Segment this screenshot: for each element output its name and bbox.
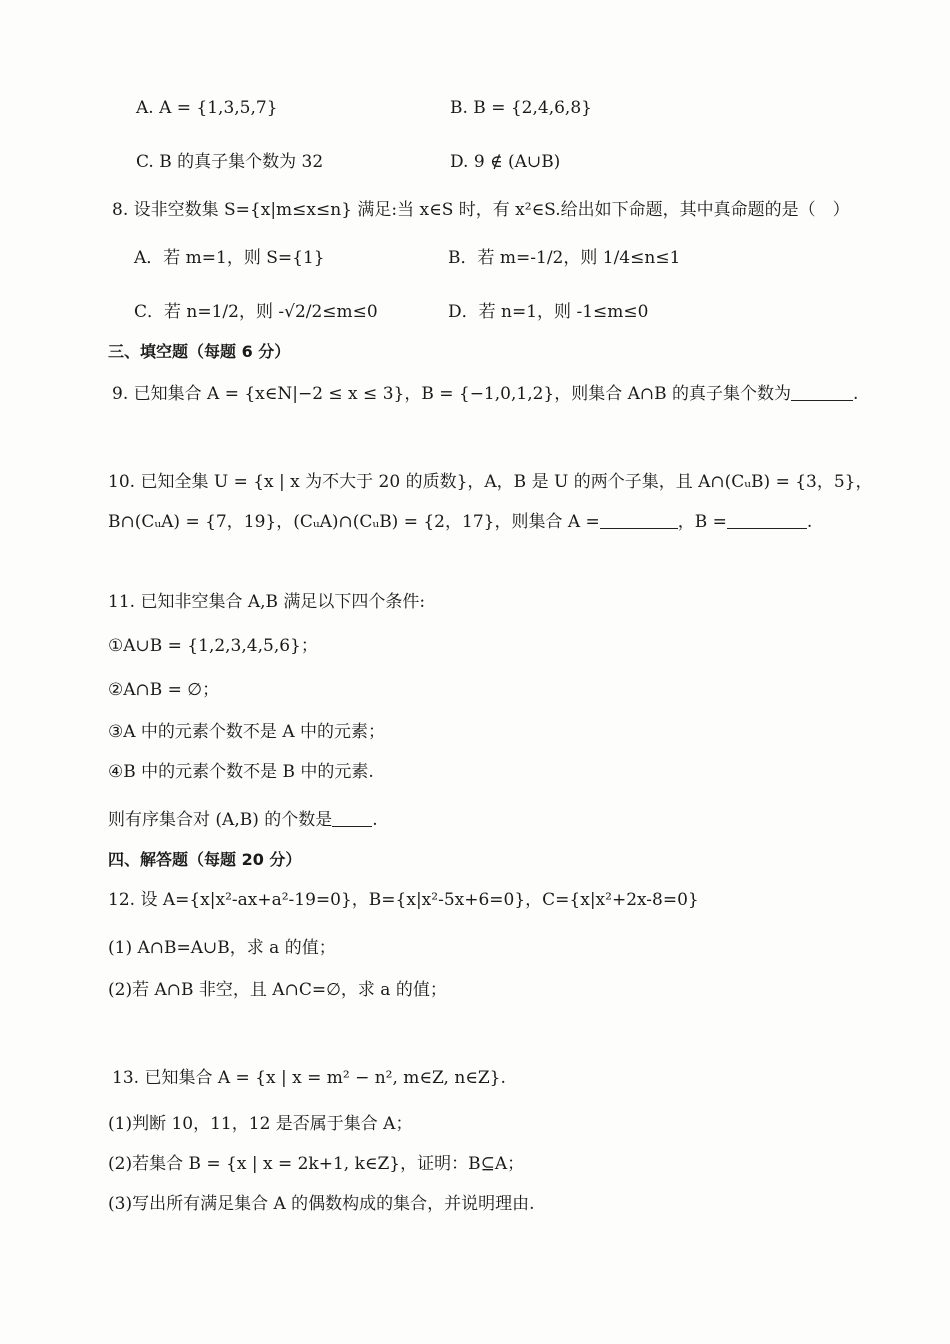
q13-part-2: (2)若集合 B = {x | x = 2k+1, k∈Z}，证明：B⊆A； <box>108 1154 525 1174</box>
q11-ask: 则有序集合对 (A,B) 的个数是 <box>108 810 333 830</box>
q10-end: . <box>806 512 813 532</box>
q11-condition-3: ③A 中的元素个数不是 A 中的元素； <box>108 722 386 742</box>
q7-option-c: C. B 的真子集个数为 32 <box>136 152 324 172</box>
q10-stem: B∩(CᵤA) = {7，19}，(CᵤA)∩(CᵤB) = {2，17}，则集合 A = <box>108 512 600 532</box>
q11-condition-4: ④B 中的元素个数不是 B 中的元素. <box>108 762 374 782</box>
q13-part-1: (1)判断 10，11，12 是否属于集合 A； <box>108 1114 413 1134</box>
q13-part-3: (3)写出所有满足集合 A 的偶数构成的集合，并说明理由. <box>108 1194 535 1214</box>
q12-part-1: (1) A∩B=A∪B，求 a 的值； <box>108 938 336 958</box>
q9-end: . <box>853 384 859 404</box>
q11-question-line <box>108 808 378 832</box>
q8-option-c: C．若 n=1/2，则 -√2/2≤m≤0 <box>134 302 378 322</box>
q7-option-d: D. 9 ∉ (A∪B) <box>450 152 561 172</box>
q8-option-a: A．若 m=1，则 S={1} <box>134 248 325 268</box>
q8-option-d: D．若 n=1，则 -1≤m≤0 <box>448 302 649 322</box>
section-fill-in-title: 三、填空题（每题 6 分） <box>108 342 291 361</box>
q8-stem: 8. 设非空数集 S={x|m≤x≤n} 满足:当 x∈S 时，有 x²∈S.给出如下命题，其中真命题的是（ ） <box>112 200 850 220</box>
q11-condition-2: ②A∩B = ∅； <box>108 680 220 700</box>
q10-line2 <box>108 510 812 534</box>
q7-option-a: A. A = {1,3,5,7} <box>136 98 278 118</box>
q7-option-b: B. B = {2,4,6,8} <box>450 98 592 118</box>
q9-stem: 9. 已知集合 A = {x∈N|−2 ≤ x ≤ 3}，B = {−1,0,1,2}，则集合 A∩B 的真子集个数为 <box>112 384 792 404</box>
q10-answer-blank-a[interactable] <box>600 510 678 529</box>
q11-answer-blank[interactable] <box>332 808 372 827</box>
section-answer-title: 四、解答题（每题 20 分） <box>108 850 302 869</box>
q9-answer-blank[interactable] <box>791 382 853 401</box>
q12-part-2: (2)若 A∩B 非空，且 A∩C=∅，求 a 的值； <box>108 980 447 1000</box>
q12-stem: 12. 设 A={x|x²-ax+a²-19=0}，B={x|x²-5x+6=0}，C={x|x²+2x-8=0} <box>108 890 699 910</box>
q10-answer-blank-b[interactable] <box>727 510 807 529</box>
q10-mid: ，B = <box>677 512 727 532</box>
q13-stem: 13. 已知集合 A = {x | x = m² − n², m∈Z, n∈Z}. <box>112 1068 506 1088</box>
q8-option-b: B．若 m=-1/2，则 1/4≤n≤1 <box>448 248 681 268</box>
q11-end: . <box>372 810 378 830</box>
q10-line1: 10. 已知全集 U = {x | x 为不大于 20 的质数}，A，B 是 U 的两个子集，且 A∩(CᵤB) = {3，5}， <box>108 472 873 492</box>
q9-line <box>112 382 858 406</box>
q11-stem: 11. 已知非空集合 A,B 满足以下四个条件: <box>108 592 426 612</box>
q11-condition-1: ①A∪B = {1,2,3,4,5,6}； <box>108 636 318 656</box>
